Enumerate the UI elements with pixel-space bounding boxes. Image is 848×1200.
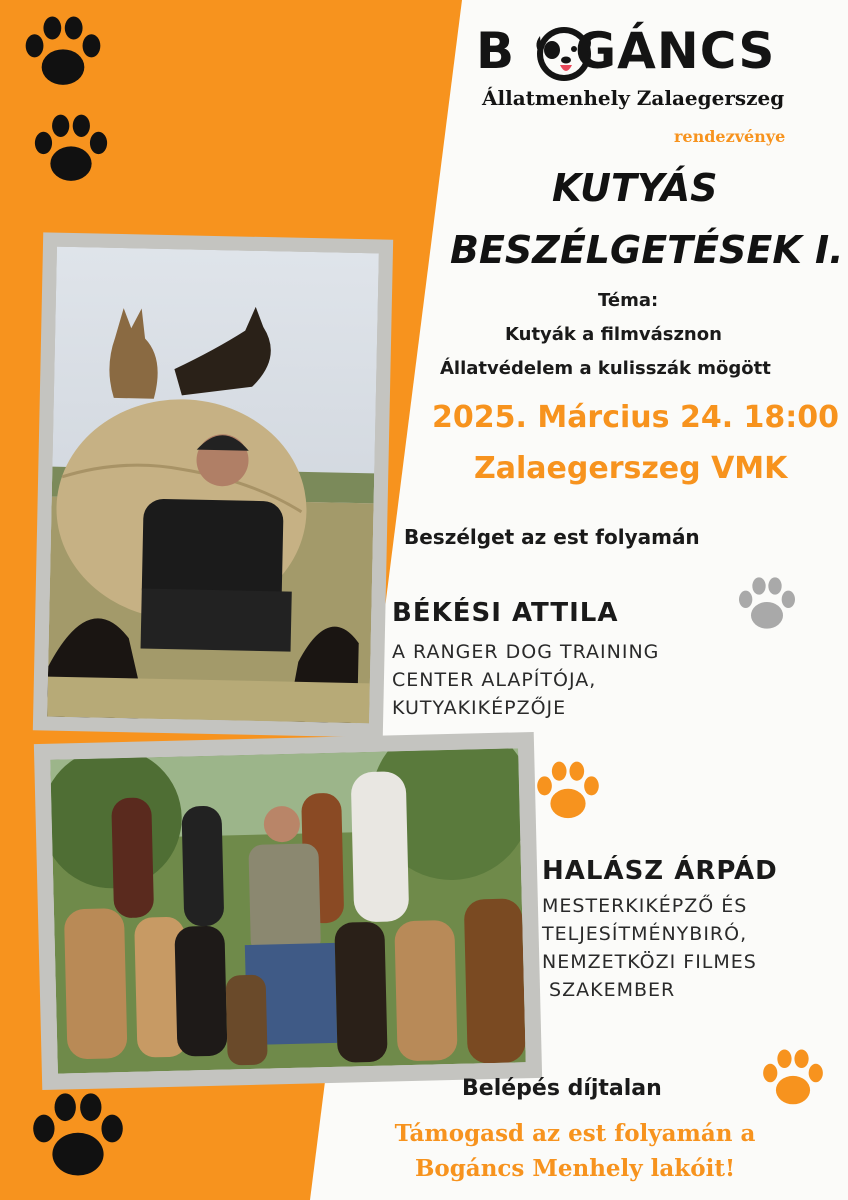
- topic-line2: Állatvédelem a kulisszák mögött: [440, 358, 771, 379]
- topic-label: Téma:: [598, 290, 659, 311]
- paw-icon: [756, 1046, 830, 1110]
- speaker-2-name: HALÁSZ ÁRPÁD: [542, 856, 778, 886]
- event-date: 2025. Március 24. 18:00: [432, 400, 840, 435]
- paw-icon: [530, 758, 606, 824]
- event-title-line1: KUTYÁS: [552, 166, 718, 210]
- speaker-1-description: A RANGER DOG TRAINING CENTER ALAPÍTÓJA, KUTYAKIKÉPZŐJE: [392, 641, 660, 719]
- paw-icon: [22, 1088, 134, 1184]
- speaker-2-description: MESTERKIKÉPZŐ ÉS TELJESÍTMÉNYBIRÓ, NEMZETKÖZI FILMES SZAKEMBER: [542, 895, 757, 1001]
- entry-free: Belépés díjtalan: [462, 1076, 662, 1101]
- support-line1: Támogasd az est folyamán a: [394, 1120, 756, 1147]
- topic-line1: Kutyák a filmvásznon: [505, 324, 722, 345]
- logo-subtitle: Állatmenhely Zalaegerszeg: [482, 86, 785, 110]
- paw-icon: [28, 110, 114, 188]
- photo-trainer-with-dogs: [47, 247, 379, 724]
- photo-frame-1: [33, 232, 393, 737]
- photo-frame-2: [34, 732, 542, 1090]
- logo-text: B GÁNCS: [476, 22, 776, 80]
- event-venue: Zalaegerszeg VMK: [474, 451, 788, 486]
- support-line2: Bogáncs Menhely lakóit!: [414, 1155, 736, 1182]
- photo-trainer-with-pack: [50, 748, 526, 1073]
- speaker-1-name: BÉKÉSI ATTILA: [392, 598, 619, 628]
- paw-icon: [732, 574, 802, 634]
- paw-icon: [18, 12, 108, 92]
- organizer-label: rendezvénye: [674, 127, 786, 146]
- talk-intro: Beszélget az est folyamán: [404, 525, 700, 549]
- event-title-line2: BESZÉLGETÉSEK I.: [450, 228, 844, 272]
